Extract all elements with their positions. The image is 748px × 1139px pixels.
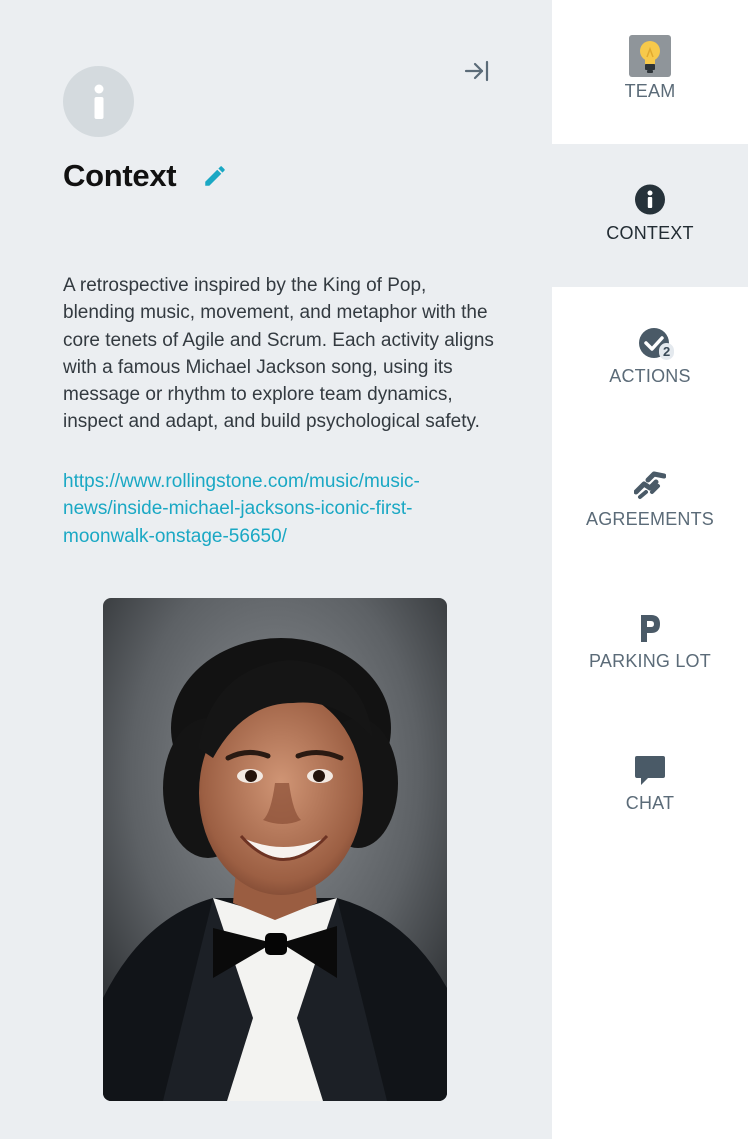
- sidebar-item-label: PARKING LOT: [589, 651, 711, 671]
- sidebar-nav: [552, 0, 748, 1139]
- context-portrait-image: [103, 598, 447, 1101]
- parking-icon: [638, 613, 662, 643]
- actions-count-badge: 2: [659, 343, 674, 360]
- page-title: Context: [63, 158, 177, 193]
- sidebar-item-label: AGREEMENTS: [585, 509, 715, 529]
- sidebar-item-agreements[interactable]: [552, 430, 748, 573]
- collapse-panel-icon: [464, 59, 490, 83]
- sidebar-item-context[interactable]: [552, 144, 748, 287]
- sidebar-item-parking-lot[interactable]: [552, 573, 748, 716]
- info-icon: [635, 184, 666, 215]
- sidebar-item-team[interactable]: [552, 0, 748, 143]
- context-description: A retrospective inspired by the King of Pop, blending music, movement, and metaphor with the core tenets of Agile and Scrum. Each activity aligns with a famous Michael Jackson song, using its message or rhythm to explore team dynamics, inspect and adapt, and build psychological safety.: [63, 275, 494, 433]
- lightbulb-icon: [629, 35, 671, 77]
- sidebar-item-actions[interactable]: [552, 287, 748, 430]
- chat-bubble-icon: [634, 754, 666, 786]
- collapse-panel-button[interactable]: [462, 56, 492, 86]
- context-link[interactable]: https://www.rollingstone.com/music/music-news/inside-michael-jacksons-iconic-first-moonwalk-onstage-56650/: [63, 471, 420, 547]
- info-icon: [84, 82, 114, 122]
- context-info-badge: [63, 66, 134, 137]
- handshake-icon: [634, 470, 666, 500]
- sidebar-item-label: ACTIONS: [609, 366, 691, 386]
- sidebar-item-label: CONTEXT: [606, 223, 694, 243]
- edit-context-button[interactable]: [200, 161, 230, 191]
- sidebar-item-chat[interactable]: [552, 716, 748, 859]
- sidebar-item-label: TEAM: [624, 81, 676, 101]
- title-row: [63, 152, 230, 200]
- sidebar-item-label: CHAT: [625, 793, 675, 813]
- pencil-icon: [202, 163, 228, 189]
